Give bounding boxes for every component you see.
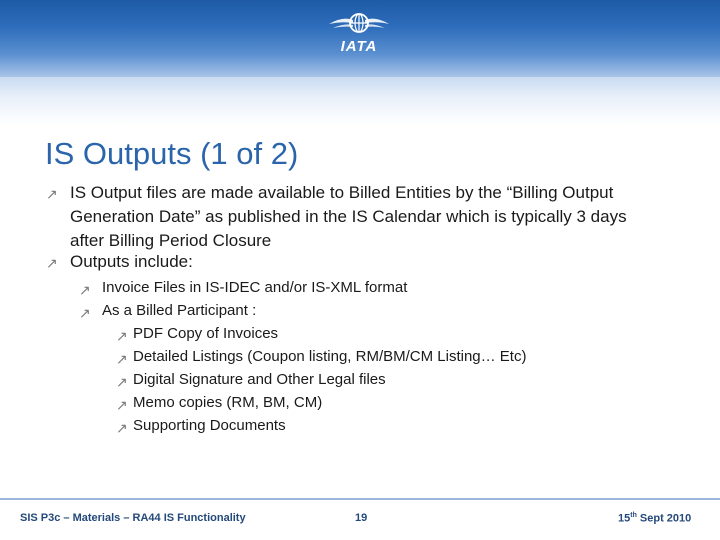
- footer-date-day: 15: [618, 512, 631, 525]
- slide-title: IS Outputs (1 of 2): [45, 136, 299, 171]
- bullet-text-level-3: PDF Copy of Invoices: [133, 325, 279, 342]
- arrow-bullet-icon: ↗: [46, 255, 58, 271]
- bullet-text-level-3: Supporting Documents: [133, 417, 286, 434]
- page-number: 19: [355, 512, 368, 524]
- footer-divider: [0, 498, 720, 500]
- bullet-text-level-3: Memo copies (RM, BM, CM): [133, 394, 323, 411]
- footer-date: [618, 512, 691, 525]
- arrow-bullet-icon: ↗: [79, 305, 91, 321]
- bullet-text-level-2: As a Billed Participant :: [102, 302, 257, 319]
- footer-left-text: SIS P3c – Materials – RA44 IS Functionality: [20, 512, 246, 524]
- arrow-bullet-icon: ↗: [116, 420, 128, 436]
- bullet-text-level-2: Invoice Files in IS-IDEC and/or IS-XML format: [102, 279, 408, 296]
- arrow-bullet-icon: ↗: [79, 282, 91, 298]
- footer-date-rest: Sept 2010: [636, 512, 692, 525]
- bullet-text-level-1: IS Output files are made available to Billed Entities by the “Billing Output: [70, 183, 614, 202]
- arrow-bullet-icon: ↗: [46, 186, 58, 202]
- arrow-bullet-icon: ↗: [116, 328, 128, 344]
- bullet-text-level-3: Detailed Listings (Coupon listing, RM/BM/CM Listing… Etc): [133, 348, 527, 365]
- iata-globe-logo-icon: [323, 10, 395, 40]
- footer-date-suffix: th: [630, 512, 637, 519]
- logo-text: IATA: [340, 38, 378, 55]
- arrow-bullet-icon: ↗: [116, 351, 128, 367]
- bullet-text-level-1: Generation Date” as published in the IS Calendar which is typically 3 days: [70, 207, 627, 226]
- bullet-text-level-3: Digital Signature and Other Legal files: [133, 371, 386, 388]
- bullet-text-level-1: after Billing Period Closure: [70, 231, 272, 250]
- iata-logo: [323, 10, 395, 58]
- arrow-bullet-icon: ↗: [116, 397, 128, 413]
- header-gradient-fade: [0, 77, 720, 125]
- bullet-text-level-1: Outputs include:: [70, 252, 193, 271]
- arrow-bullet-icon: ↗: [116, 374, 128, 390]
